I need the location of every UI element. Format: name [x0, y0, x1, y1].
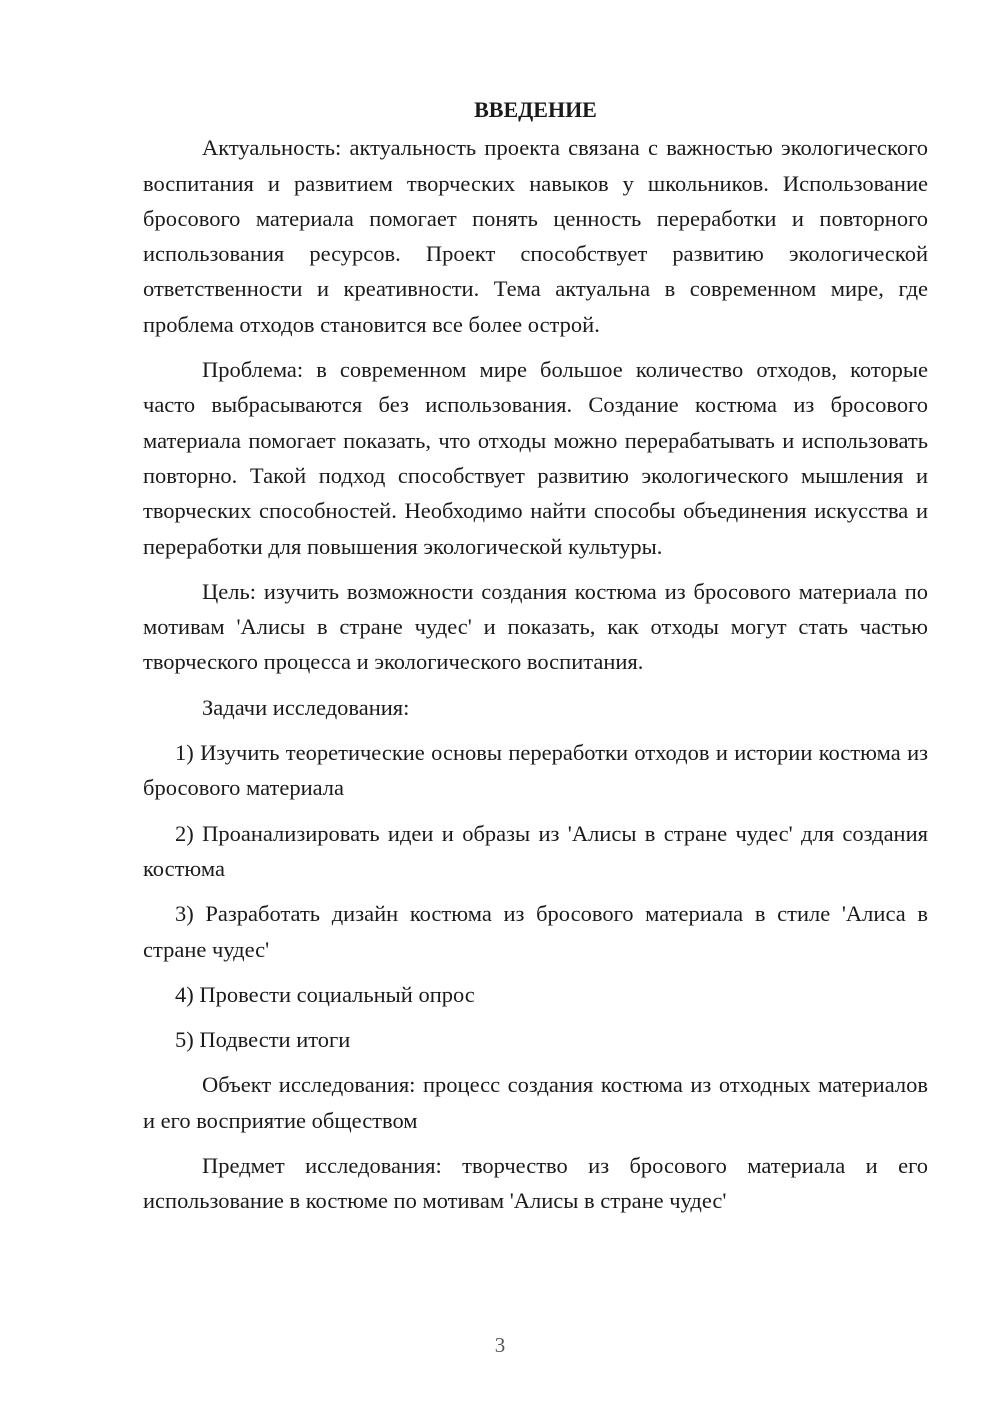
section-heading: ВВЕДЕНИЕ — [474, 97, 597, 122]
task-item-5: 5) Подвести итоги — [175, 1027, 351, 1053]
task-item-3: 3) Разработать дизайн костюма из бросового материала в стиле 'Алиса в стране чудес' — [143, 901, 928, 962]
paragraph-goal: Цель: изучить возможности создания костюма из бросового материала по мотивам 'Алисы в стране чудес' и показать, как отходы могут стать частью творческого процесса и экологического воспитания. — [143, 578, 928, 675]
task-item-4: 4) Провести социальный опрос — [175, 981, 475, 1007]
task-item-1: 1) Изучить теоретические основы переработки отходов и истории костюма из бросового материала — [143, 740, 928, 801]
paragraph-subject: Предмет исследования: творчество из бросового материала и его использование в костюме по мотивам 'Алисы в стране чудес' — [143, 1153, 928, 1214]
page-number: 3 — [494, 1333, 506, 1357]
document-page — [143, 92, 928, 1229]
task-item-2: 2) Проанализировать идеи и образы из 'Алисы в стране чудес' для создания костюма — [143, 820, 928, 881]
paragraph-relevance: Актуальность: актуальность проекта связана с важностью экологического воспитания и развитием творческих навыков у школьников. Использование бросового материала помогает понять ценность переработки и повторного использования ресурсов. Проект способствует развитию экологической ответственности и креативности. Тема актуальна в современном мире, где проблема отходов становится все более острой. — [143, 135, 928, 337]
tasks-list — [143, 735, 928, 1057]
paragraph-tasks-intro: Задачи исследования: — [202, 694, 410, 720]
paragraph-problem: Проблема: в современном мире большое количество отходов, которые часто выбрасываются без использования. Создание костюма из бросового материала помогает показать, что отходы можно перерабатывать и использовать повторно. Такой подход способствует развитию экологического мышления и творческих способностей. Необходимо найти способы объединения искусства и переработки для повышения экологической культуры. — [143, 357, 928, 559]
paragraph-object: Объект исследования: процесс создания костюма из отходных материалов и его восприятие обществом — [143, 1072, 928, 1133]
